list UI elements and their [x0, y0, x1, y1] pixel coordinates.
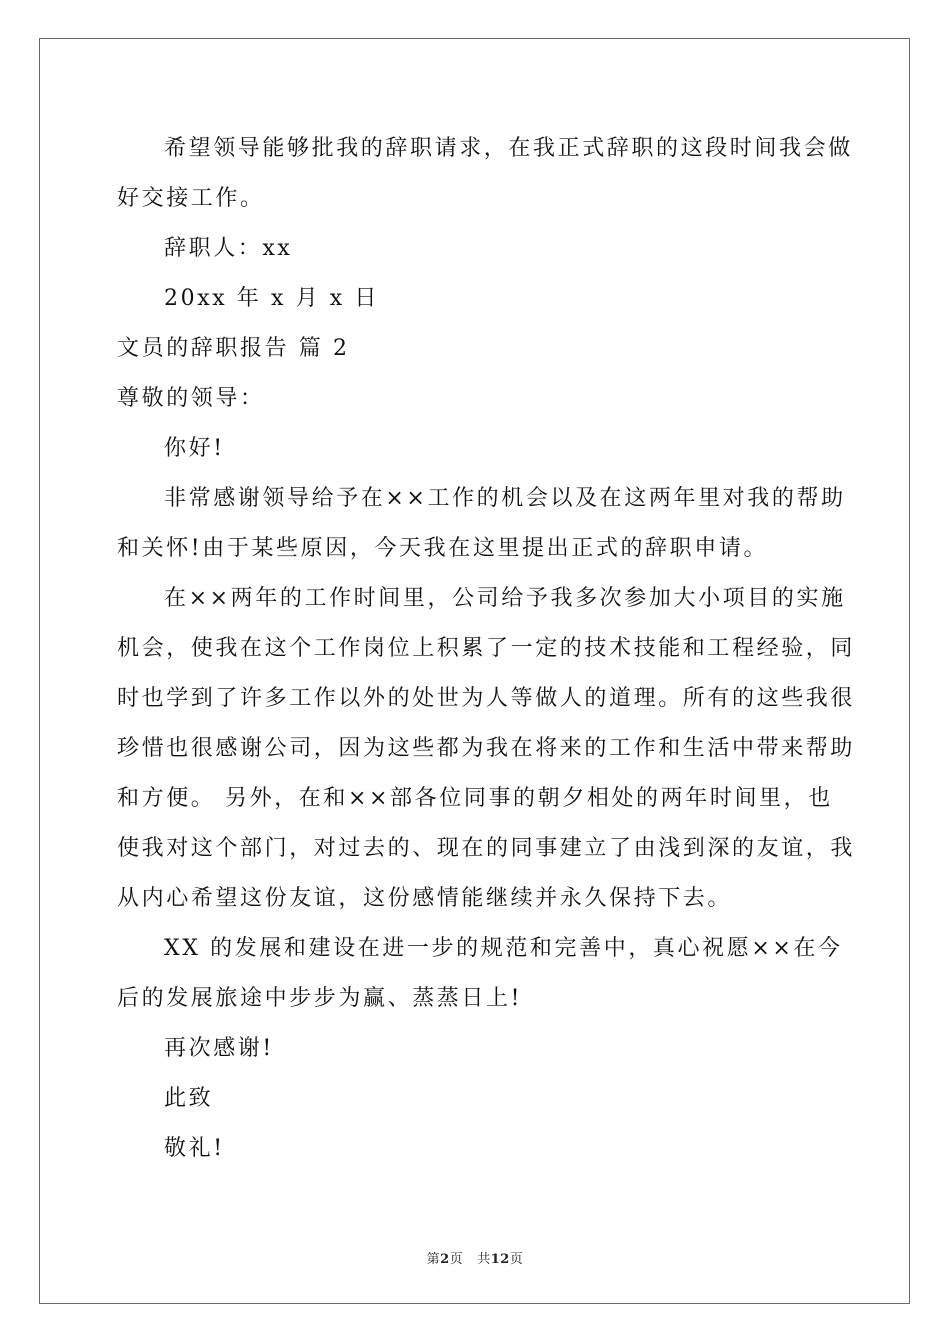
paragraph-line: 好交接工作。	[117, 186, 265, 211]
footer-page-number: 2	[440, 1252, 450, 1267]
paragraph-line: 从内心希望这份友谊，这份感情能继续并永久保持下去。	[117, 886, 733, 911]
closing-thanks: 再次感谢!	[164, 1036, 274, 1061]
page-frame	[39, 38, 910, 1304]
paragraph-line: 非常感谢领导给予在××工作的机会以及在这两年里对我的帮助	[164, 486, 846, 511]
paragraph-line: XX 的发展和建设在进一步的规范和完善中，真心祝愿××在今	[164, 936, 843, 961]
paragraph-line: 机会，使我在这个工作岗位上积累了一定的技术技能和工程经验，同	[117, 636, 856, 661]
paragraph-line: 时也学到了许多工作以外的处世为人等做人的道理。所有的这些我很	[117, 686, 856, 711]
signature-line: 辞职人：xx	[164, 236, 293, 261]
paragraph-line: 在××两年的工作时间里，公司给予我多次参加大小项目的实施	[164, 586, 846, 611]
paragraph-line: 珍惜也很感谢公司，因为这些都为我在将来的工作和生活中带来帮助	[117, 736, 856, 761]
paragraph-line: 使我对这个部门，对过去的、现在的同事建立了由浅到深的友谊，我	[117, 836, 856, 861]
footer-total-suffix: 页	[509, 1252, 524, 1267]
paragraph-line: 希望领导能够批我的辞职请求，在我正式辞职的这段时间我会做	[164, 136, 853, 161]
paragraph-line: 和方便。 另外，在和××部各位同事的朝夕相处的两年时间里，也	[117, 786, 833, 811]
footer-total-prefix: 共	[477, 1252, 491, 1267]
footer-total-pages: 12	[490, 1252, 510, 1267]
greeting: 你好!	[164, 436, 225, 461]
closing-jingli: 敬礼!	[164, 1136, 225, 1161]
salutation: 尊敬的领导：	[117, 386, 265, 411]
page-footer	[0, 1248, 950, 1267]
paragraph-line: 后的发展旅途中步步为赢、蒸蒸日上!	[117, 986, 523, 1011]
footer-page-suffix: 页	[449, 1252, 464, 1267]
closing-cizhi: 此致	[164, 1086, 214, 1111]
paragraph-line: 和关怀!由于某些原因，今天我在这里提出正式的辞职申请。	[117, 536, 769, 561]
footer-page-prefix: 第	[426, 1252, 441, 1267]
date-line: 20xx 年 x 月 x 日	[164, 286, 379, 311]
section-heading: 文员的辞职报告 篇 2	[117, 336, 350, 361]
